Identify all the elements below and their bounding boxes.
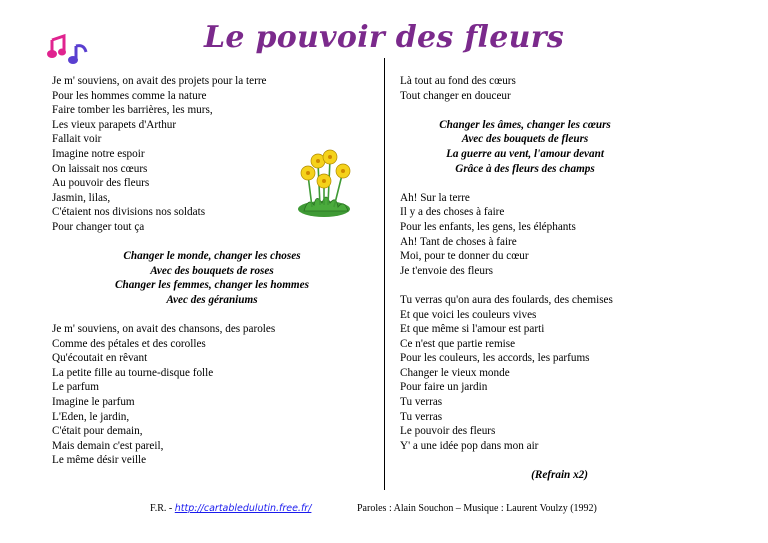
right-column <box>400 74 700 483</box>
footer-prefix: F.R. - <box>150 503 173 514</box>
lyric-line: Ah! Sur la terre <box>400 191 470 204</box>
source-link[interactable]: http://cartabledulutin.free.fr/ <box>174 503 312 514</box>
lyric-line: Je m' souviens, on avait des chansons, des paroles <box>52 323 276 336</box>
lyric-line: Tu verras qu'on aura des foulards, des chemises <box>400 293 613 306</box>
left-column <box>52 74 372 468</box>
footer-credits: Paroles : Alain Souchon – Musique : Laurent Voulzy (1992) <box>357 503 597 514</box>
lyric-line: Il y a des choses à faire <box>400 206 505 219</box>
chorus-line: Changer le monde, changer les choses <box>123 250 301 263</box>
refrain-note: (Refrain x2) <box>531 469 588 482</box>
music-notes-icon <box>46 32 94 66</box>
lyric-line: Pour les enfants, les gens, les éléphants <box>400 220 576 233</box>
right-verse-2 <box>400 191 700 279</box>
lyric-line: Tu verras <box>400 396 443 409</box>
lyric-line: C'étaient nos divisions nos soldats <box>52 206 206 219</box>
footer-source <box>150 503 311 514</box>
lyric-line: Mais demain c'est pareil, <box>52 439 164 452</box>
lyric-line: On laissait nos cœurs <box>52 162 148 175</box>
lyric-line: Je t'envoie des fleurs <box>400 264 494 277</box>
lyric-line: Tu verras <box>400 410 443 423</box>
lyric-line: Et que voici les couleurs vives <box>400 308 537 321</box>
page-title: Le pouvoir des fleurs <box>203 20 565 55</box>
chorus-line: Changer les femmes, changer les hommes <box>115 279 309 292</box>
chorus-line: Avec des bouquets de fleurs <box>461 133 589 146</box>
lyric-line: Pour les couleurs, les accords, les parfums <box>400 352 590 365</box>
lyric-line: Jasmin, lilas, <box>52 191 111 204</box>
right-chorus <box>400 118 650 176</box>
chorus-line: Avec des bouquets de roses <box>150 264 274 277</box>
left-verse-2 <box>52 322 372 468</box>
lyric-line: Qu'écoutait en rêvant <box>52 352 148 365</box>
lyric-line: Pour changer tout ça <box>52 220 145 233</box>
lyric-line: Le même désir veille <box>52 454 147 467</box>
right-verse-3 <box>400 293 700 454</box>
lyric-line: Et que même si l'amour est parti <box>400 323 545 336</box>
chorus-line: Avec des géraniums <box>166 293 258 306</box>
lyric-line: Y' a une idée pop dans mon air <box>400 439 539 452</box>
lyric-line: Imagine notre espoir <box>52 147 145 160</box>
lyric-line: Pour les hommes comme la nature <box>52 89 207 102</box>
flower-clipart <box>290 145 362 221</box>
lyric-line: Les vieux parapets d'Arthur <box>52 118 177 131</box>
lyric-line: Je m' souviens, on avait des projets pour la terre <box>52 75 267 87</box>
chorus-line: Grâce à des fleurs des champs <box>455 162 595 175</box>
lyric-line: Ah! Tant de choses à faire <box>400 235 517 248</box>
lyric-line: Tout changer en douceur <box>400 89 511 102</box>
lyric-line: Ce n'est que partie remise <box>400 337 516 350</box>
lyric-line: Imagine le parfum <box>52 396 135 409</box>
right-verse-1 <box>400 74 700 103</box>
lyric-line: Le pouvoir des fleurs <box>400 425 496 438</box>
chorus-line: La guerre au vent, l'amour devant <box>446 147 604 160</box>
lyric-line: La petite fille au tourne-disque folle <box>52 366 214 379</box>
lyric-line: Faire tomber les barrières, les murs, <box>52 104 213 117</box>
lyric-line: Comme des pétales et des corolles <box>52 337 206 350</box>
lyric-line: L'Eden, le jardin, <box>52 410 130 423</box>
lyric-line: Au pouvoir des fleurs <box>52 177 150 190</box>
chorus-line: Changer les âmes, changer les cœurs <box>439 118 611 131</box>
lyric-line: Là tout au fond des cœurs <box>400 75 516 87</box>
lyric-line: Pour faire un jardin <box>400 381 488 394</box>
lyric-line: Fallait voir <box>52 133 102 146</box>
lyric-line: Changer le vieux monde <box>400 366 510 379</box>
lyric-line: Le parfum <box>52 381 99 394</box>
left-chorus <box>52 249 372 307</box>
lyric-line: C'était pour demain, <box>52 425 143 438</box>
column-divider <box>384 58 385 490</box>
lyric-line: Moi, pour te donner du cœur <box>400 250 529 263</box>
